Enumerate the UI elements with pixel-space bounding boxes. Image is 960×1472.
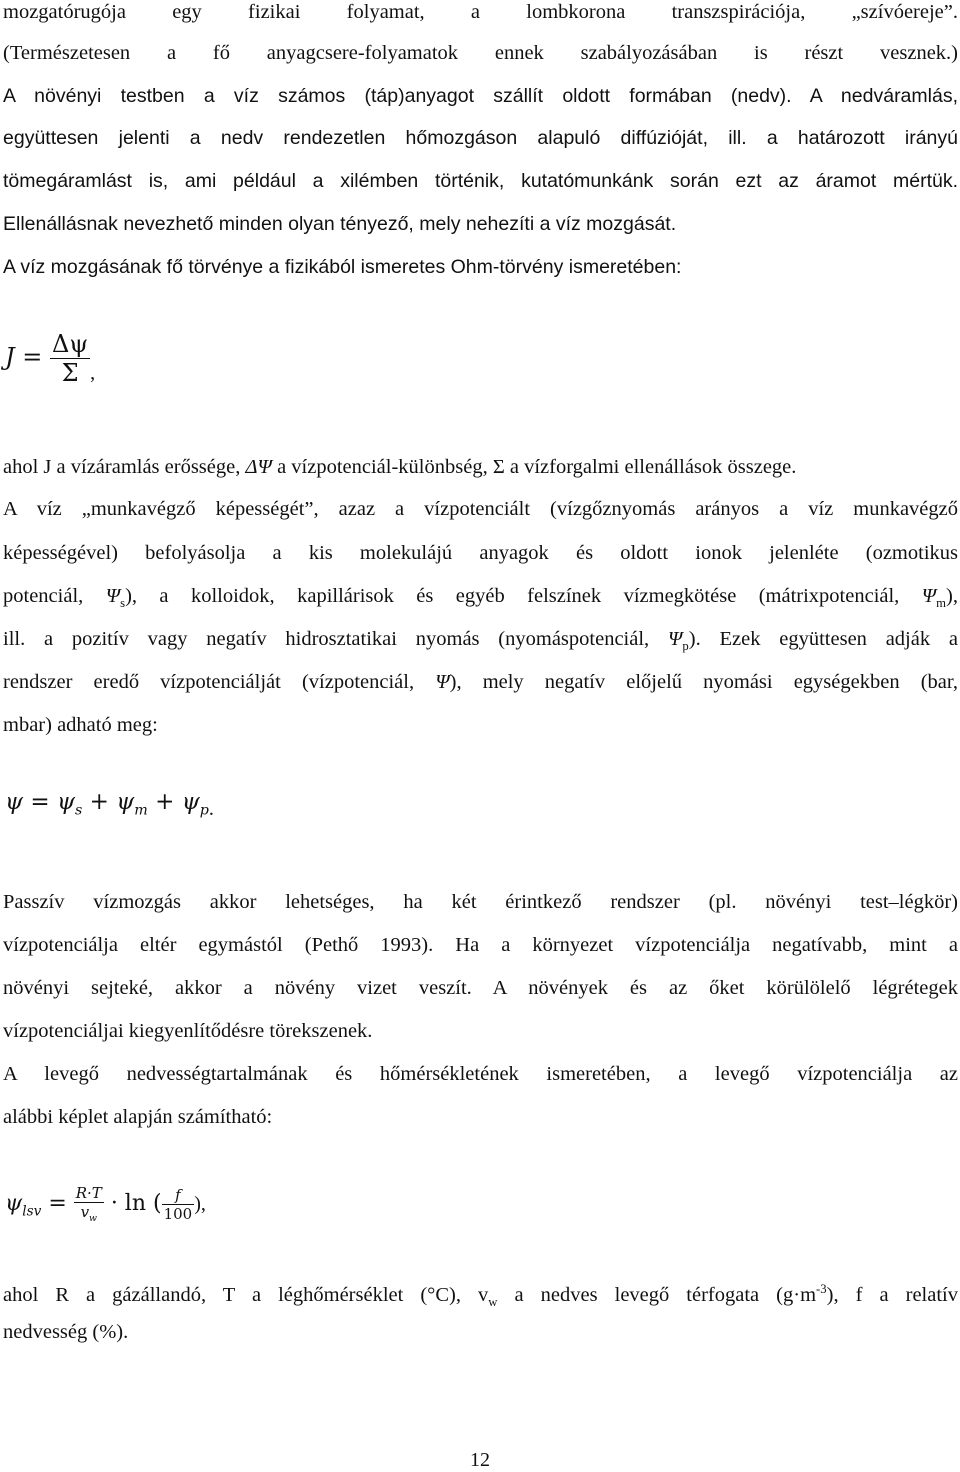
text-line-16: vízpotenciálja eltér egymástól (Pethő 1993). Ha a környezet vízpotenciálja negatívabb, mint a bbox=[3, 934, 958, 956]
p2-l4-c: ), bbox=[946, 585, 958, 607]
sub-p: p bbox=[682, 639, 689, 654]
equation-air-water-potential bbox=[5, 1184, 206, 1224]
p2-l1-a: ahol J a vízáramlás erőssége, bbox=[3, 456, 246, 478]
p2-l1-c: a vízpotenciál-különbség, Σ a vízforgalmi ellenállások összege. bbox=[271, 456, 797, 478]
eq3-numerator: R·T bbox=[75, 1184, 102, 1202]
p2-l6-a: rendszer eredő vízpotenciálját (vízpotenciál, bbox=[3, 671, 436, 693]
text-line-13 bbox=[3, 670, 958, 694]
eq3-den-w: w bbox=[89, 1213, 98, 1224]
text-line-10: képességével) befolyásolja a kis molekulájú anyagok és oldott ionok jelenléte (ozmotikus bbox=[3, 542, 958, 564]
p4-sup-exp: -3 bbox=[816, 1282, 827, 1296]
p2-l5-b: ). Ezek együttesen adják a bbox=[688, 628, 958, 650]
text-line-21 bbox=[3, 1277, 958, 1314]
eq3-sub-lsv: lsv bbox=[22, 1203, 42, 1220]
text-line-12 bbox=[3, 627, 958, 658]
text-line-5: tömegáramlást is, ami például a xilémben történik, kutatómunkánk során ezt az áramot mértük. bbox=[3, 170, 958, 192]
eq3-close: ), bbox=[194, 1193, 206, 1215]
eq2-plus: + bbox=[82, 789, 117, 815]
eq1-numerator: Δψ bbox=[52, 330, 89, 358]
equation-ohm-law bbox=[5, 330, 95, 387]
text-line-9: A víz „munkavégző képességét”, azaz a vízpotenciált (vízgőznyomás arányos a víz munkavégző bbox=[3, 498, 958, 520]
text-line-17: növényi sejteké, akkor a növény vizet veszít. A növények és az őket körülölelő légrétegek bbox=[3, 977, 958, 999]
eq3-fraction-rt bbox=[74, 1184, 104, 1224]
text-line-6: Ellenállásnak nevezhető minden olyan tényező, mely nehezíti a víz mozgását. bbox=[3, 213, 677, 235]
eq3-denominator bbox=[74, 1203, 104, 1224]
sub-s: s bbox=[120, 596, 126, 611]
eq2-sub-m: m bbox=[134, 802, 148, 819]
text-line-7: A víz mozgásának fő törvénye a fizikából ismeretes Ohm-törvény ismeretében: bbox=[3, 256, 682, 278]
text-line-18: vízpotenciáljai kiegyenlítődésre törekszenek. bbox=[3, 1020, 373, 1042]
eq2-equals: = bbox=[23, 789, 57, 815]
eq3-fraction-f bbox=[162, 1186, 195, 1223]
equation-water-potential bbox=[5, 789, 214, 819]
text-line-1: mozgatórugója egy fizikai folyamat, a lombkorona transzspirációja, „szívóereje”. bbox=[3, 1, 958, 23]
text-line-4: együttesen jelenti a nedv rendezetlen hőmozgáson alapuló diffúzióját, ill. a határozott irányú bbox=[3, 127, 958, 149]
eq3-100: 100 bbox=[163, 1204, 193, 1223]
p4-sub-w: w bbox=[488, 1294, 498, 1309]
eq3-den-v: v bbox=[80, 1203, 90, 1221]
p4-l1-b: a nedves levegő térfogata (g·m bbox=[497, 1283, 817, 1306]
text-line-14: mbar) adható meg: bbox=[3, 714, 158, 736]
text-line-11 bbox=[3, 584, 958, 615]
p2-l4-b: ), a kolloidok, kapillárisok és egyéb felszínek vízmegkötése (mátrixpotenciál, bbox=[125, 585, 922, 607]
p2-l4-a: potenciál, bbox=[3, 585, 106, 607]
text-line-20: alábbi képlet alapján számítható: bbox=[3, 1106, 273, 1128]
text-line-19: A levegő nedvességtartalmának és hőmérsékletének ismeretében, a levegő vízpotenciálja az bbox=[3, 1063, 958, 1085]
text-line-3: A növényi testben a víz számos (táp)anyagot szállít oldott formában (nedv). A nedváramlás, bbox=[3, 85, 958, 107]
delta-psi-symbol: ΔΨ bbox=[245, 456, 272, 478]
eq2-psi-s: ψ bbox=[56, 789, 75, 815]
eq3-equals: = bbox=[41, 1191, 74, 1216]
eq3-psi: ψ bbox=[5, 1191, 23, 1216]
p4-l1-a: ahol R a gázállandó, T a léghőmérséklet (°C), v bbox=[3, 1283, 489, 1306]
text-line-2: (Természetesen a fő anyagcsere-folyamatok ennek szabályozásában is részt vesznek.) bbox=[3, 42, 958, 64]
psi-symbol: Ψ bbox=[105, 585, 121, 607]
text-line-8 bbox=[3, 455, 958, 479]
sub-m: m bbox=[936, 596, 947, 611]
p2-l5-a: ill. a pozitív vagy negatív hidrosztatikai nyomás (nyomáspotenciál, bbox=[3, 628, 668, 650]
eq1-lhs: J = bbox=[5, 343, 43, 371]
eq3-f: f bbox=[162, 1186, 195, 1205]
eq1-denominator: Σ bbox=[61, 359, 79, 387]
psi-symbol: Ψ bbox=[435, 671, 450, 693]
p4-l1-c: ), f a relatív bbox=[826, 1283, 958, 1306]
eq1-comma: , bbox=[90, 362, 96, 384]
eq2-sub-p: p bbox=[199, 802, 209, 819]
eq2-plus: + bbox=[147, 789, 182, 815]
psi-symbol: Ψ bbox=[667, 628, 683, 650]
p2-l6-b: ), mely negatív előjelű nyomási egységekben (bar, bbox=[449, 671, 959, 693]
eq2-sub-s: s bbox=[75, 802, 83, 819]
page-number: 12 bbox=[470, 1449, 490, 1471]
eq1-fraction bbox=[50, 330, 90, 387]
eq2-period: . bbox=[208, 798, 214, 820]
eq2-psi: ψ bbox=[5, 789, 24, 815]
eq2-psi-p: ψ bbox=[181, 789, 200, 815]
psi-symbol: Ψ bbox=[921, 585, 937, 607]
eq3-ln: · ln ( bbox=[103, 1191, 162, 1216]
eq2-psi-m: ψ bbox=[116, 789, 135, 815]
text-line-22: nedvesség (%). bbox=[3, 1321, 129, 1343]
text-line-15: Passzív vízmozgás akkor lehetséges, ha két érintkező rendszer (pl. növényi test–légkör) bbox=[3, 891, 958, 913]
